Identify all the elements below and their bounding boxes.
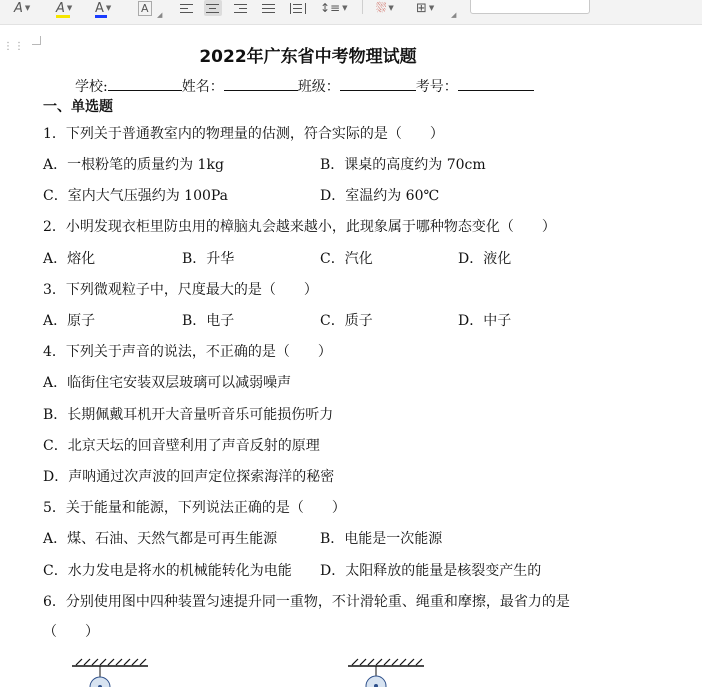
option-a: A．原子 (43, 313, 96, 329)
toolbar-divider (362, 0, 363, 14)
pulley-figure-1 (68, 656, 152, 687)
chevron-down-icon: ▼ (66, 4, 73, 12)
option-a: A．熔化 (43, 251, 96, 267)
option-d: D．中子 (458, 313, 512, 329)
distributed-align-button[interactable] (290, 0, 306, 16)
question-stem: 6．分别使用图中四种装置匀速提升同一重物，不计滑轮重、绳重和摩擦，最省力的是 (43, 594, 570, 610)
option-c: C．室内大气压强约为 100Pa (43, 188, 229, 204)
align-left-icon (180, 3, 194, 14)
align-right-button[interactable] (234, 0, 248, 16)
name-label: 姓名： (181, 79, 224, 95)
font-style-button[interactable] (14, 0, 30, 16)
exam-no-blank (458, 76, 534, 91)
text-color-swatch (95, 15, 107, 18)
align-right-icon (234, 3, 248, 14)
line-spacing-icon: ↕≡ (320, 1, 341, 15)
borders-button[interactable] (416, 0, 434, 16)
borders-icon: ⊞ (416, 0, 427, 16)
option-d: D．室温约为 60℃ (320, 188, 440, 204)
question-stem: 1．下列关于普通教室内的物理量的估测，符合实际的是（ ） (43, 126, 444, 142)
highlight-color-swatch (56, 15, 70, 18)
option-b: B．长期佩戴耳机开大音量听音乐可能损伤听力 (43, 407, 334, 423)
option-d: D．声呐通过次声波的回声定位探索海洋的秘密 (43, 469, 335, 485)
exam-no-label: 考号： (415, 79, 458, 95)
option-c: C．质子 (320, 313, 373, 329)
name-blank (224, 76, 298, 91)
class-blank (340, 76, 416, 91)
option-b: B．电能是一次能源 (320, 531, 443, 547)
option-a: A．煤、石油、天然气都是可再生能源 (43, 531, 278, 547)
school-label: 学校: (75, 79, 108, 95)
student-info-row (75, 76, 534, 96)
distributed-icon (290, 3, 306, 14)
chevron-down-icon: ▼ (428, 4, 435, 12)
page-title: 2022年广东省中考物理试题 (199, 47, 417, 67)
chevron-down-icon: ▼ (342, 4, 348, 12)
justify-button[interactable] (262, 0, 276, 16)
highlight-button[interactable] (56, 0, 72, 16)
text-color-icon: A (95, 0, 104, 16)
chevron-down-icon: ▼ (388, 4, 394, 12)
option-d: D．太阳释放的能量是核裂变产生的 (320, 563, 542, 579)
class-label: 班级： (297, 79, 340, 95)
paragraph-dialog-launcher-icon[interactable]: ◢ (451, 11, 457, 19)
pulley-figure-2 (344, 656, 428, 687)
line-spacing-button[interactable] (320, 0, 348, 16)
styles-gallery-box[interactable] (470, 0, 590, 14)
font-dialog-launcher-icon[interactable]: ◢ (157, 11, 163, 19)
option-b: B．升华 (182, 251, 235, 267)
font-effect-icon: A (14, 0, 23, 16)
question-stem: 2．小明发现衣柜里防虫用的樟脑丸会越来越小，此现象属于哪种物态变化（ ） (43, 219, 556, 235)
justify-icon (262, 3, 276, 14)
highlighter-icon: A (56, 0, 65, 16)
option-c: C．水力发电是将水的机械能转化为电能 (43, 563, 292, 579)
align-center-icon (206, 3, 220, 14)
chevron-down-icon: ▼ (24, 4, 31, 12)
shading-button[interactable] (376, 0, 394, 16)
question-stem: 5．关于能量和能源，下列说法正确的是（ ） (43, 500, 346, 516)
option-a: A．一根粉笔的质量约为 1kg (43, 157, 224, 173)
section-heading: 一、单选题 (43, 99, 113, 115)
align-center-button[interactable] (204, 0, 222, 16)
drag-handle-icon[interactable]: ⋮⋮ (3, 41, 25, 52)
align-left-button[interactable] (180, 0, 194, 16)
ribbon-toolbar (0, 0, 702, 25)
question-stem-continued: （ ） (43, 624, 99, 640)
school-blank (108, 76, 182, 91)
option-b: B．电子 (182, 313, 235, 329)
question-stem: 3．下列微观粒子中，尺度最大的是（ ） (43, 282, 318, 298)
text-color-button[interactable] (95, 0, 111, 16)
question-stem: 4．下列关于声音的说法，不正确的是（ ） (43, 344, 332, 360)
clear-format-icon: A (138, 1, 152, 16)
option-c: C．汽化 (320, 251, 373, 267)
option-d: D．液化 (458, 251, 512, 267)
clear-format-button[interactable] (138, 0, 152, 16)
chevron-down-icon: ▼ (105, 4, 112, 12)
option-b: B．课桌的高度约为 70cm (320, 157, 486, 173)
paint-bucket-icon: ⛆ (376, 0, 387, 16)
option-c: C．北京天坛的回音壁利用了声音反射的原理 (43, 438, 320, 454)
option-a: A．临街住宅安装双层玻璃可以减弱噪声 (43, 375, 292, 391)
